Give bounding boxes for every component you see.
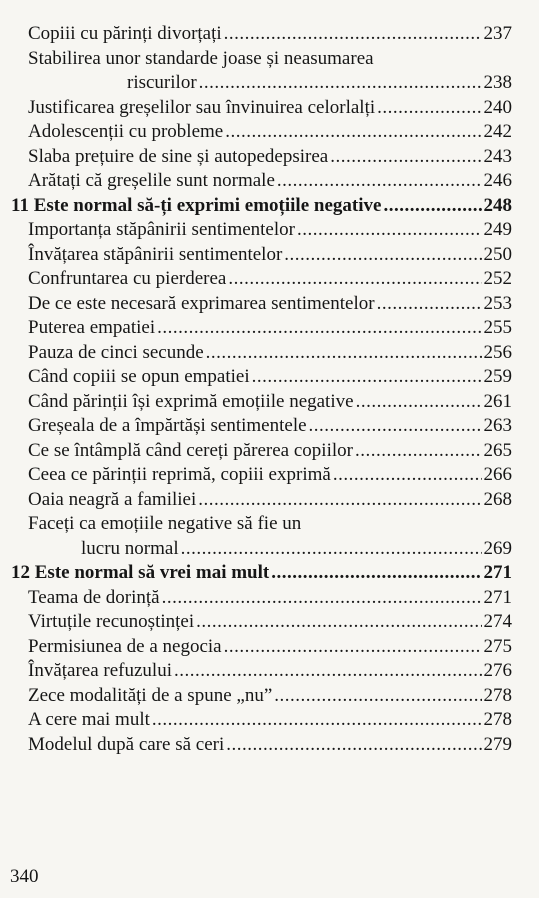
toc-entry-title: Confruntarea cu pierderea xyxy=(28,268,227,289)
toc-page-number: 271 xyxy=(483,586,512,608)
toc-page-number: 279 xyxy=(483,733,512,755)
toc-entry-title-line1: Stabilirea unor standarde joase și neasumarea xyxy=(28,47,374,69)
toc-chapter-heading xyxy=(0,194,512,219)
toc-entry xyxy=(0,47,512,96)
toc-page-number: 261 xyxy=(483,390,512,412)
toc-entry-title-line2: lucru normal xyxy=(81,537,179,559)
toc-entry xyxy=(0,218,512,243)
dot-leader xyxy=(377,96,481,121)
toc-entry-title-line2: riscurilor xyxy=(127,72,197,93)
dot-leader xyxy=(199,71,482,96)
toc-chapter-heading xyxy=(0,561,512,586)
toc-entry-title: Oaia neagră a familiei xyxy=(28,488,197,510)
dot-leader xyxy=(228,267,481,292)
toc-entry xyxy=(0,145,512,170)
toc-entry xyxy=(0,439,512,464)
dot-leader xyxy=(297,218,482,243)
toc-entry xyxy=(0,96,512,121)
toc-page-number: 248 xyxy=(483,194,512,216)
toc-entry-title: Pauza de cinci secunde xyxy=(28,341,204,363)
toc-entry-title: De ce este necesară exprimarea sentimentelor xyxy=(28,292,375,314)
toc-page-number: 249 xyxy=(483,219,512,240)
toc-entry-title: Ceea ce părinții reprimă, copiii exprimă xyxy=(28,464,331,485)
toc-entry xyxy=(0,610,512,635)
toc-entry xyxy=(0,733,512,758)
toc-entry-title: Virtuțile recunoștinței xyxy=(28,611,195,632)
toc-entry-title: Când copiii se opun empatiei xyxy=(28,366,250,387)
dot-leader xyxy=(309,414,482,439)
toc-entry-title-line1: Faceți ca emoțiile negative să fie un xyxy=(28,513,302,534)
toc-page-number: 275 xyxy=(483,635,512,657)
toc-page-number: 252 xyxy=(483,268,512,289)
dot-leader xyxy=(196,610,481,635)
dot-leader xyxy=(383,194,481,219)
toc-entry xyxy=(0,267,512,292)
toc-entry xyxy=(0,22,512,47)
dot-leader xyxy=(330,145,481,170)
toc-page-number: 274 xyxy=(483,611,512,632)
dot-leader xyxy=(224,635,482,660)
toc-entry-title: Adolescenții cu probleme xyxy=(28,121,224,142)
toc-entry xyxy=(0,635,512,660)
dot-leader xyxy=(206,341,482,366)
toc-entry-title: A cere mai mult xyxy=(28,709,150,730)
toc-entry-title: Permisiunea de a negocia xyxy=(28,635,222,657)
toc-entry-title: Puterea empatiei xyxy=(28,317,156,338)
toc-entry xyxy=(0,316,512,341)
toc-page-number: 271 xyxy=(483,562,512,583)
toc-entry-title: Arătați că greșelile sunt normale xyxy=(28,170,275,191)
dot-leader xyxy=(355,439,482,464)
dot-leader xyxy=(271,561,481,586)
toc-page-number: 278 xyxy=(483,709,512,730)
toc-page-number: 263 xyxy=(483,415,512,436)
dot-leader xyxy=(333,463,482,488)
toc-page-number: 265 xyxy=(483,439,512,461)
toc-page-number: 268 xyxy=(483,488,512,510)
dot-leader xyxy=(162,586,482,611)
toc-entry-title: Greșeala de a împărtăși sentimentele xyxy=(28,415,307,436)
dot-leader xyxy=(284,243,481,268)
toc-entry xyxy=(0,708,512,733)
toc-entry-title: Slaba prețuire de sine și autopedepsirea xyxy=(28,145,329,167)
toc-entry-title: Când părinții își exprimă emoțiile negative xyxy=(28,390,354,412)
dot-leader xyxy=(274,684,481,709)
toc-entry-title: Zece modalități de a spune „nu” xyxy=(28,684,273,706)
toc-page-number: 250 xyxy=(483,243,512,265)
toc-chapter-title: 11 Este normal să-ți exprimi emoțiile negative xyxy=(11,194,382,216)
toc-entry xyxy=(0,512,512,561)
toc-page-number: 269 xyxy=(483,537,512,559)
toc-entry-title: Ce se întâmplă când cereți părerea copiilor xyxy=(28,439,353,461)
toc-page-number: 276 xyxy=(483,660,512,681)
toc-page-number: 255 xyxy=(483,317,512,338)
toc-entry xyxy=(0,586,512,611)
toc-entry xyxy=(0,341,512,366)
dot-leader xyxy=(174,659,482,684)
toc-entry xyxy=(0,659,512,684)
toc-entry-title: Copiii cu părinți divorțați xyxy=(28,23,222,44)
page-number: 340 xyxy=(10,866,39,887)
toc-entry-title: Învățarea stăpânirii sentimentelor xyxy=(28,243,283,265)
toc-entry xyxy=(0,390,512,415)
toc-entry xyxy=(0,120,512,145)
toc-entry xyxy=(0,684,512,709)
dot-leader xyxy=(277,169,482,194)
toc-page-number: 246 xyxy=(483,170,512,191)
toc-entry-title: Modelul după care să ceri xyxy=(28,733,225,755)
toc-entry-title: Justificarea greșelilor sau învinuirea celorlalți xyxy=(28,96,376,118)
toc-entry xyxy=(0,463,512,488)
toc-entry xyxy=(0,488,512,513)
toc-entry-title: Importanța stăpânirii sentimentelor xyxy=(28,219,295,240)
toc-entry xyxy=(0,292,512,317)
dot-leader xyxy=(198,488,481,513)
toc-page-number: 238 xyxy=(483,72,512,93)
toc-page-number: 240 xyxy=(483,96,512,118)
toc-entry-title: Învățarea refuzului xyxy=(28,660,172,681)
toc-page-number: 256 xyxy=(483,341,512,363)
toc-page-number: 243 xyxy=(483,145,512,167)
table-of-contents xyxy=(0,22,539,757)
toc-page-number: 237 xyxy=(483,23,512,44)
toc-entry xyxy=(0,414,512,439)
toc-page-number: 266 xyxy=(483,464,512,485)
toc-page-number: 278 xyxy=(483,684,512,706)
dot-leader xyxy=(252,365,482,390)
toc-chapter-title: 12 Este normal să vrei mai mult xyxy=(11,562,270,583)
toc-entry xyxy=(0,365,512,390)
toc-page-number: 253 xyxy=(483,292,512,314)
dot-leader xyxy=(226,733,481,758)
dot-leader xyxy=(356,390,482,415)
dot-leader xyxy=(181,537,482,562)
dot-leader xyxy=(377,292,482,317)
dot-leader xyxy=(225,120,481,145)
toc-entry xyxy=(0,243,512,268)
dot-leader xyxy=(157,316,481,341)
toc-entry xyxy=(0,169,512,194)
toc-entry-title: Teama de dorință xyxy=(28,586,160,608)
toc-page-number: 259 xyxy=(483,366,512,387)
toc-page-number: 242 xyxy=(483,121,512,142)
dot-leader xyxy=(224,22,482,47)
dot-leader xyxy=(152,708,482,733)
